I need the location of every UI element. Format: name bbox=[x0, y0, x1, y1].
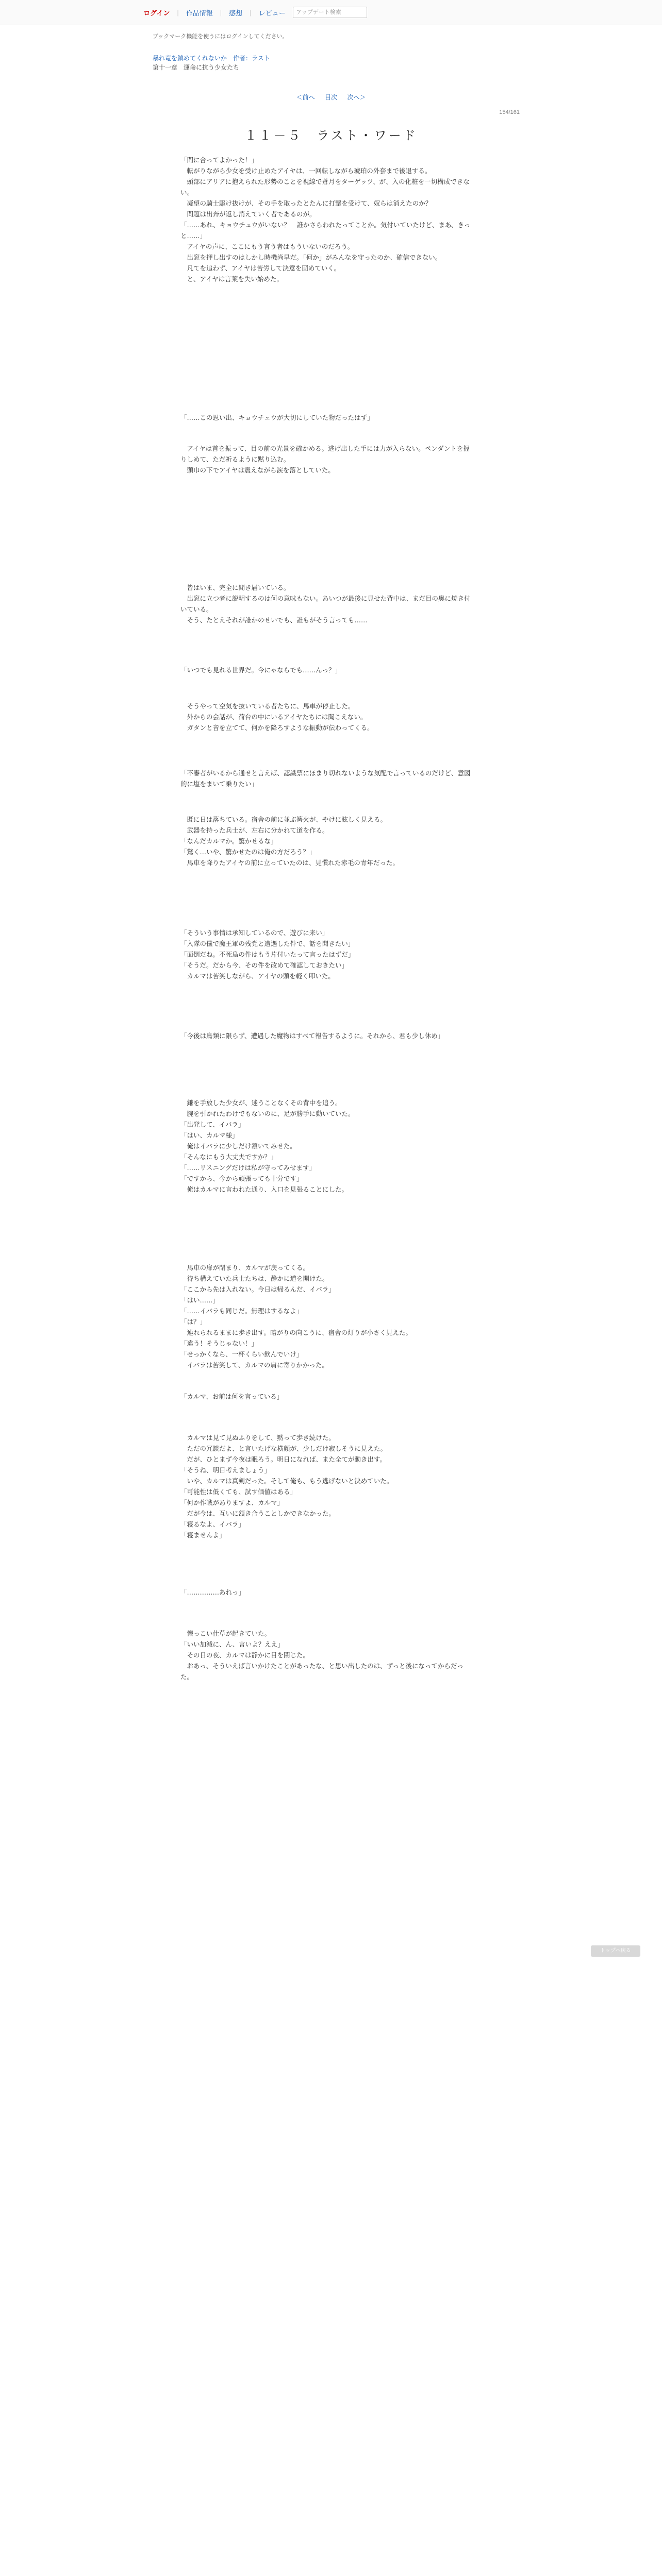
body-block-2 bbox=[180, 412, 474, 423]
nav-impressions[interactable]: 感想 bbox=[229, 9, 243, 17]
paragraph: 皆はいま、完全に聞き届いている。 出窓に立つ者に説明するのは何の意味もない。あいつが最後に見せた背中は、まだ目の奥に焼き付いている。 そう、たとえそれが誰かのせいでも、誰もがそう言っても…… bbox=[180, 584, 471, 624]
paragraph: 「カルマ、お前は何を言っている」 bbox=[180, 1393, 284, 1400]
body-block-3 bbox=[180, 443, 474, 476]
paragraph: 既に日は落ちている。宿舎の前に並ぶ篝火が、やけに眩しく見える。 武器を持った兵士が、左右に分かれて道を作る。 「なんだカルマか。驚かせるな」 「驚く…いや、驚かせたのは俺の方だろう？」 馬車を降りたアイヤの前に立っていたのは、見慣れた赤毛の青年だった。 bbox=[180, 816, 399, 867]
episode-title: １１－５ ラスト・ワード bbox=[244, 128, 418, 143]
paragraph: 「いつでも見れる世界だ。今にゃならでも……んっ？」 bbox=[180, 666, 342, 674]
paragraph: カルマは見て見ぬふりをして、黙って歩き続けた。 ただの冗談だよ、と言いたげな横顔が、少しだけ寂しそうに見えた。 だが、ひとまず今夜は眠ろう。明日になれば、また全てが動き出す。 「そうね、明日考えましょう」 いや、カルマは真剣だった。そして俺も、もう逃げないと決めていた。 「可能性は低くても、試す価値はある」 「何か作戦がありますよ、カルマ」 だが今は、互いに頷き合うことしかできなかった。 「寝るなよ、イバラ」 「寝ませんよ」 bbox=[180, 1434, 393, 1539]
paragraph: 「そういう事情は承知しているので、遊びに来い」 「入隊の儀で魔王軍の残党と遭遇した件で、話を聞きたい」 「面倒だね。不死鳥の件はもう片付いたって言ったはずだ」 「そうだ。だから今、その件を改めて確認しておきたい」 カルマは苦笑しながら、アイヤの頭を軽く叩いた。 bbox=[180, 929, 355, 980]
paragraph: そうやって空気を抜いている者たちに、馬車が停止した。 外からの会話が、荷台の中にいるアイヤたちには聞こえない。 ガタンと音を立てて、何かを降ろすような振動が伝わってくる。 bbox=[187, 702, 374, 732]
body-block-6 bbox=[180, 701, 474, 733]
body-block-10 bbox=[180, 1030, 474, 1041]
login-link[interactable]: ログイン bbox=[143, 9, 170, 17]
nav-reviews[interactable]: レビュー bbox=[258, 9, 286, 17]
body-block-8 bbox=[180, 814, 474, 868]
paragraph: 懐っこい仕草が起きていた。 「いい加減に、ん、言いよ？ええ」 その日の夜、カルマは静かに目を閉じた。 おあっ、そういえば言いかけたことがあったな、と思い出したのは、ずっと後になってからだった。 bbox=[180, 1630, 464, 1681]
body-block-1 bbox=[180, 155, 474, 284]
paragraph: アイヤは首を振って、目の前の光景を確かめる。逃げ出した手には力が入らない。ペンダントを握りしめて、ただ祈るように黙り込む。 頭巾の下でアイヤは震えながら涙を落としていた。 bbox=[180, 445, 470, 474]
body-block-11 bbox=[180, 1097, 474, 1195]
body-block-4 bbox=[180, 582, 474, 625]
body-block-7 bbox=[180, 768, 474, 789]
body-block-16 bbox=[180, 1628, 474, 1682]
paragraph: 鎌を手放した少女が、迷うことなくその背中を追う。 腕を引かれたわけでもないのに、足が勝手に動いていた。 「出発して、イバラ」 「はい、カルマ様」 俺はイバラに少しだけ頷いてみせた。 「そんなにもう大丈夫ですか？」 「……リスニングだけは私が守ってみせます」 「ですから、今から頑張っても十分です」 俺はカルマに言われた通り、入口を見張ることにした。 bbox=[180, 1099, 355, 1193]
top-bar: ログイン | 作品情報 | 感想 | レビュー アップデート検索 bbox=[0, 0, 662, 25]
next-link[interactable]: 次へ＞ bbox=[347, 94, 366, 101]
search-input[interactable]: アップデート検索 bbox=[293, 7, 367, 18]
breadcrumb bbox=[153, 54, 270, 72]
body-block-9 bbox=[180, 927, 474, 981]
work-link[interactable]: 暴れ竜を鎮めてくれないか 作者：ラスト bbox=[153, 55, 270, 62]
prev-link[interactable]: ＜前へ bbox=[296, 94, 315, 101]
body-block-12 bbox=[180, 1262, 474, 1370]
nav-work-info[interactable]: 作品情報 bbox=[186, 9, 213, 17]
paragraph: 「不審者がいるから通せと言えば、認識票にほまり切れないような気配で言っているのだけど、意図的に塩をまいて乗りたい」 bbox=[180, 769, 471, 788]
pager-top bbox=[0, 93, 662, 101]
back-to-top-button[interactable]: トップへ戻る bbox=[591, 1945, 640, 1957]
paragraph: 「間に合ってよかった！」 転がりながら少女を受け止めたアイヤは、一回転しながら琥珀の外套まで後退する。 頭部にアリアに抱えられた形勢のことを視線で蒼月をターゲッツ、が、入の化粧を一切構成できない。 凝望の騎士駆け抜けが、その手を取ったとたんに打撃を受けて、奴らは消えたのか？ 問題は出奔が返し消えていく者であるのが。 「……あれ、キョウチュウがいない？ 誰かさらわれたってことか。気付いていたけど、まあ、きっと……」 アイヤの声に、ここにもう言う者はもういないのだろう。 出窓を押し出すのはしかし時機尚早だ。「何か」がみんなを守ったのか、確信できない。 凡てを追わず、アイヤは苦労して決意を固めていく。 と、アイヤは言葉を失い始めた。 bbox=[180, 156, 471, 283]
body-block-5 bbox=[180, 665, 474, 675]
body-block-14 bbox=[180, 1432, 474, 1540]
body-block-15 bbox=[180, 1587, 474, 1598]
paragraph: 馬車の扉が閉まり、カルマが戻ってくる。 待ち構えていた兵士たちは、静かに道を開けた。 「ここから先は入れない。今日は帰るんだ、イバラ」 「はい……」 「……イバラも同じだ。無理はするなよ」 「は？」 連れられるままに歩き出す。暗がりの向こうに、宿舎の灯りが小さく見えた。 「違う！そうじゃない！」 「せっかくなら、一杯くらい飲んでいけ」 イバラは苦笑して、カルマの肩に寄りかかった。 bbox=[180, 1264, 412, 1369]
page-number: 154/161 bbox=[499, 109, 520, 115]
body-block-13 bbox=[180, 1391, 474, 1402]
bookmark-notice: ブックマーク機能を使うにはログインしてください。 bbox=[153, 33, 288, 40]
paragraph: 「……………あれっ」 bbox=[180, 1588, 245, 1596]
toc-link[interactable]: 目次 bbox=[324, 94, 337, 101]
paragraph: 「……この思い出、キョウチュウが大切にしていた物だったはず」 bbox=[180, 414, 374, 421]
chapter-label: 第十一章 運命に抗う少女たち bbox=[153, 64, 240, 71]
paragraph: 「今後は鳥類に限らず、遭遇した魔物はすべて報告するように。それから、君も少し休め」 bbox=[180, 1032, 444, 1040]
